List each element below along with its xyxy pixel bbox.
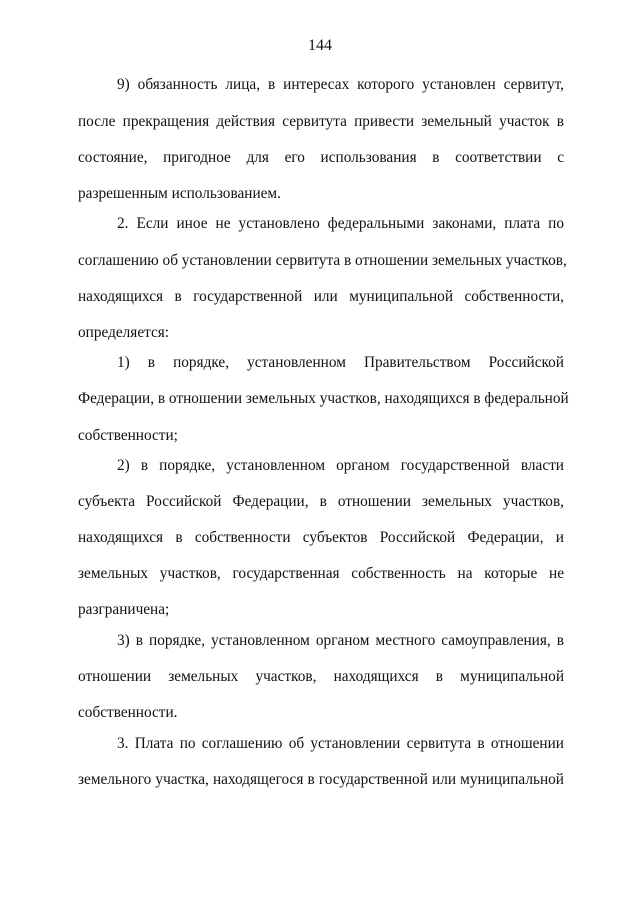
paragraph-9-line-3: состояние, пригодное для его использования в соответствии с (78, 149, 564, 166)
item-2-line-4: земельных участков, государственная собственность на которые не (78, 565, 564, 582)
item-2-line-5: разграничена; (78, 601, 170, 618)
paragraph-2-line-3: находящихся в государственной или муниципальной собственности, (78, 288, 564, 305)
paragraph-2-line-2: соглашению об установлении сервитута в отношении земельных участков, (78, 252, 567, 269)
item-3-line-3: собственности. (78, 704, 178, 721)
item-2-line-1: 2) в порядке, установленном органом государственной власти (117, 457, 564, 474)
item-3-line-1: 3) в порядке, установленном органом местного самоуправления, в (117, 632, 564, 649)
paragraph-3-line-2: земельного участка, находящегося в государственной или муниципальной (78, 771, 564, 788)
paragraph-9-line-2: после прекращения действия сервитута привести земельный участок в (78, 113, 564, 130)
item-1-line-3: собственности; (78, 427, 178, 444)
page-number: 144 (308, 37, 332, 54)
paragraph-3-line-1: 3. Плата по соглашению об установлении сервитута в отношении (117, 735, 564, 752)
paragraph-2-line-4: определяется: (78, 324, 170, 341)
item-2-line-3: находящихся в собственности субъектов Российской Федерации, и (78, 529, 564, 546)
paragraph-2-line-1: 2. Если иное не установлено федеральными законами, плата по (117, 215, 564, 232)
paragraph-9-line-4: разрешенным использованием. (78, 185, 281, 202)
item-1-line-2: Федерации, в отношении земельных участков, находящихся в федеральной (78, 390, 569, 407)
item-2-line-2: субъекта Российской Федерации, в отношении земельных участков, (78, 493, 564, 510)
item-3-line-2: отношении земельных участков, находящихся в муниципальной (78, 668, 564, 685)
paragraph-9-line-1: 9) обязанность лица, в интересах которого установлен сервитут, (117, 76, 564, 93)
item-1-line-1: 1) в порядке, установленном Правительством Российской (117, 354, 564, 371)
